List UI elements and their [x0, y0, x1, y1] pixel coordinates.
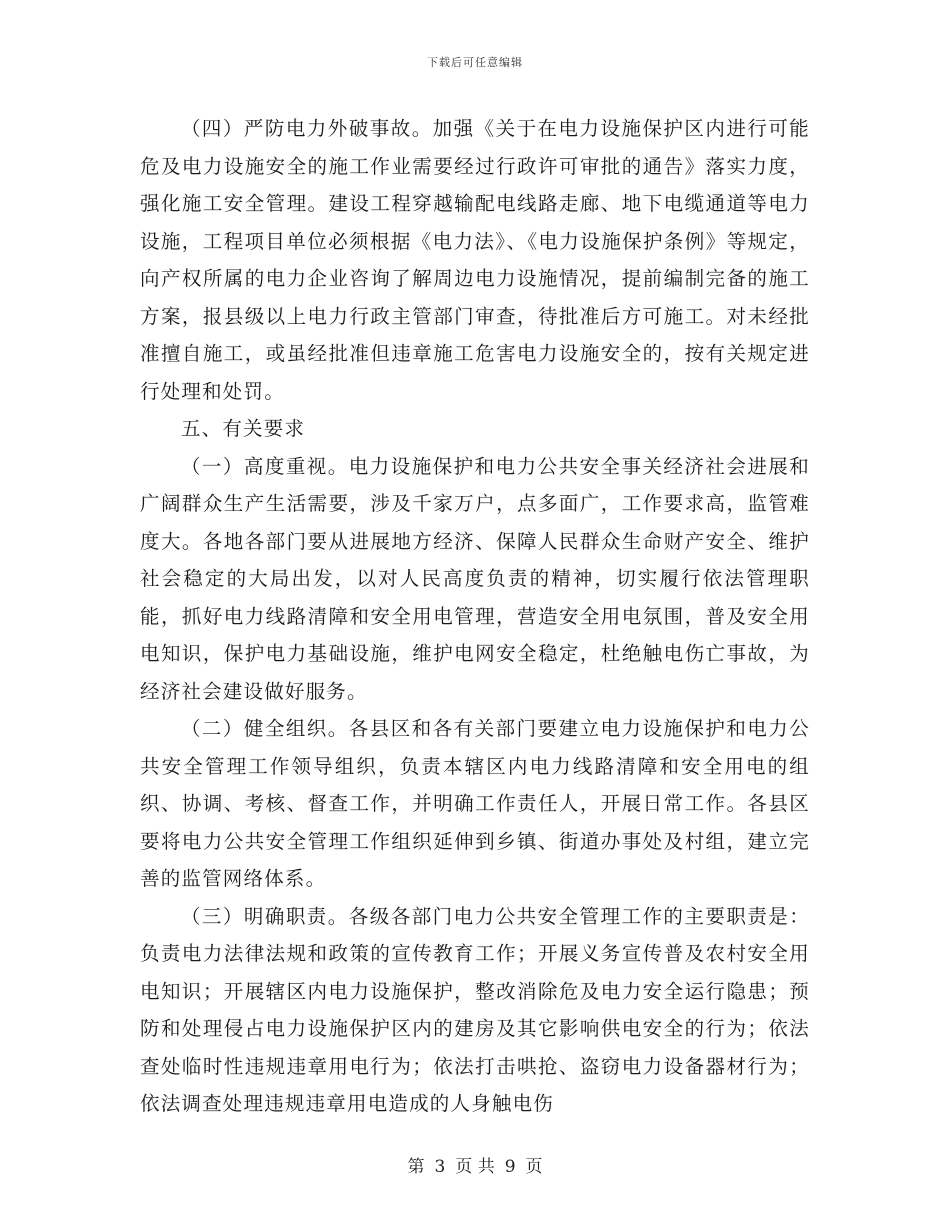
paragraph-responsibilities: （三）明确职责。各级各部门电力公共安全管理工作的主要职责是：负责电力法律法规和政策的宣传教育工作；开展义务宣传普及农村安全用电知识；开展辖区内电力设施保护，整改消除危及电力安全运行隐患；预防和处理侵占电力设施保护区内的建房及其它影响供电安全的行为；依法查处临时性违规违章用电行为；依法打击哄抢、盗窃电力设备器材行为；依法调查处理违规违章用电造成的人身触电伤 [140, 904, 810, 1115]
section-heading-requirements: 五、有关要求 [180, 417, 306, 440]
header-note: 下载后可任意编辑 [427, 56, 523, 69]
footer-suffix: 页 [525, 1157, 543, 1177]
footer-prefix: 第 [407, 1157, 425, 1177]
page-footer [0, 1152, 950, 1177]
footer-current-page: 3 [434, 1157, 446, 1177]
paragraph-attention: （一）高度重视。电力设施保护和电力公共安全事关经济社会进展和广阔群众生产生活需要，涉及千家万户，点多面广，工作要求高，监管难度大。各地各部门要从进展地方经济、保障人民群众生命财产安全、维护社会稳定的大局出发，以对人民高度负责的精神，切实履行依法管理职能，抓好电力线路清障和安全用电管理，营造安全用电氛围，普及安全用电知识，保护电力基础设施，维护电网安全稳定，杜绝触电伤亡事故，为经济社会建设做好服务。 [140, 454, 810, 703]
footer-total-pages: 9 [504, 1157, 516, 1177]
paragraph-organization: （二）健全组织。各县区和各有关部门要建立电力设施保护和电力公共安全管理工作领导组织，负责本辖区内电力线路清障和安全用电的组织、协调、考核、督查工作，并明确工作责任人，开展日常工作。各县区要将电力公共安全管理工作组织延伸到乡镇、街道办事处及村组，建立完善的监管网络体系。 [140, 717, 810, 890]
paragraph-prevent-damage: （四）严防电力外破事故。加强《关于在电力设施保护区内进行可能危及电力设施安全的施工作业需要经过行政许可审批的通告》落实力度，强化施工安全管理。建设工程穿越输配电线路走廊、地下电缆通道等电力设施，工程项目单位必须根据《电力法》、《电力设施保护条例》等规定，向产权所属的电力企业咨询了解周边电力设施情况，提前编制完备的施工方案，报县级以上电力行政主管部门审查，待批准后方可施工。对未经批准擅自施工，或虽经批准但违章施工危害电力设施安全的，按有关规定进行处理和处罚。 [140, 117, 810, 403]
document-body [140, 110, 810, 1123]
footer-middle: 页 共 [455, 1157, 495, 1177]
